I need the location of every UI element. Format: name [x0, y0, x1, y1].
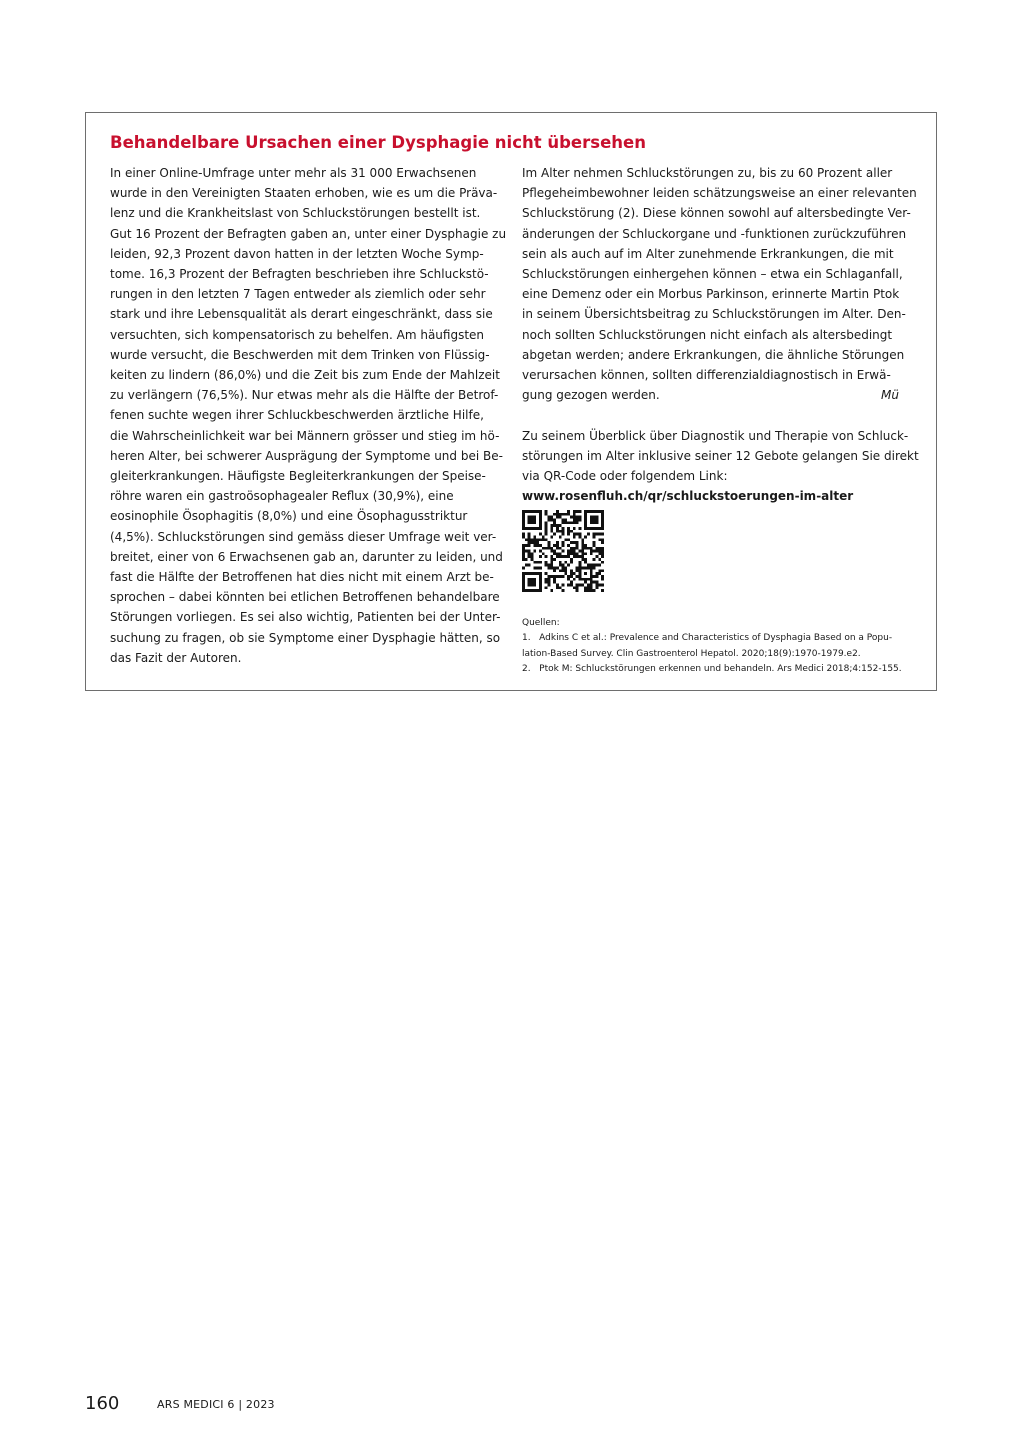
left-line: In einer Online-Umfrage unter mehr als 31 000 Erwachsenen — [110, 166, 477, 180]
left-line: (4,5%). Schluckstörungen sind gemäss dieser Umfrage weit ver- — [110, 529, 497, 544]
left-line: röhre waren ein gastroösophagealer Reflux (30,9%), eine — [110, 489, 454, 504]
page-number: 160 — [85, 1393, 120, 1414]
source-entry: 1. Adkins C et al.: Prevalence and Characteristics of Dysphagia Based on a Popu- — [522, 633, 893, 644]
left-line: fast die Hälfte der Betroffenen hat dies nicht mit einem Arzt be- — [110, 570, 494, 585]
source-entry: lation-Based Survey. Clin Gastroenterol Hepatol. 2020;18(9):1970-1979.e2. — [522, 648, 861, 659]
qr-intro-line: via QR-Code oder folgendem Link: — [522, 469, 728, 484]
left-line: breitet, einer von 6 Erwachsenen gab an, darunter zu leiden, und — [110, 549, 503, 564]
left-line: wurde in den Vereinigten Staaten erhoben, wie es um die Präva- — [110, 186, 498, 201]
paragraph-spacer — [522, 405, 917, 425]
left-line: wurde versucht, die Beschwerden mit dem Trinken von Flüssig- — [110, 347, 490, 362]
qr-code[interactable] — [522, 510, 604, 592]
article-title: Behandelbare Ursachen einer Dysphagie nicht übersehen — [110, 133, 646, 152]
right-line: abgetan werden; andere Erkrankungen, die ähnliche Störungen — [522, 347, 905, 362]
left-line: tome. 16,3 Prozent der Befragten beschrieben ihre Schluckstö- — [110, 267, 489, 282]
left-line: keiten zu lindern (86,0%) und die Zeit bis zum Ende der Mahlzeit — [110, 368, 500, 383]
qr-intro-line: störungen im Alter inklusive seiner 12 Gebote gelangen Sie direkt — [522, 448, 919, 463]
right-line: Im Alter nehmen Schluckstörungen zu, bis zu 60 Prozent aller — [522, 166, 893, 180]
right-line: Pflegeheimbewohner leiden schätzungsweise an einer relevanten — [522, 186, 917, 201]
left-column — [110, 163, 505, 668]
source-entry: 2. Ptok M: Schluckstörungen erkennen und behandeln. Ars Medici 2018;4:152-155. — [522, 664, 902, 675]
left-line: gleiterkrankungen. Häufigste Begleiterkrankungen der Speise- — [110, 469, 486, 484]
author-signature: Mü — [881, 388, 899, 403]
left-line: suchung zu fragen, ob sie Symptome einer Dysphagie hätten, so — [110, 630, 501, 645]
left-line: Störungen vorliegen. Es sei also wichtig, Patienten bei der Unter- — [110, 610, 501, 625]
left-line: leiden, 92,3 Prozent davon hatten in der letzten Woche Symp- — [110, 246, 484, 261]
left-line: lenz und die Krankheitslast von Schluckstörungen bestellt ist. — [110, 206, 481, 221]
right-line: eine Demenz oder ein Morbus Parkinson, erinnerte Martin Ptok — [522, 287, 900, 302]
left-line: die Wahrscheinlichkeit war bei Männern grösser und stieg im hö- — [110, 428, 500, 443]
right-line: Schluckstörungen einhergehen können – etwa ein Schlaganfall, — [522, 267, 903, 282]
left-line: heren Alter, bei schwerer Ausprägung der Symptome und bei Be- — [110, 448, 503, 463]
sources-block — [522, 616, 917, 678]
right-last-line — [522, 385, 917, 405]
right-line: verursachen können, sollten differenzialdiagnostisch in Erwä- — [522, 368, 891, 383]
left-line: eosinophile Ösophagitis (8,0%) und eine Ösophagusstriktur — [110, 509, 468, 524]
sources-label: Quellen: — [522, 618, 560, 628]
left-line: zu verlängern (76,5%). Nur etwas mehr als die Hälfte der Betrof- — [110, 388, 499, 403]
left-line: versuchten, sich kompensatorisch zu behelfen. Am häufigsten — [110, 327, 485, 342]
left-line: Gut 16 Prozent der Befragten gaben an, unter einer Dysphagie zu — [110, 226, 507, 241]
right-line: sein als auch auf im Alter zunehmende Erkrankungen, die mit — [522, 246, 894, 261]
right-line: änderungen der Schluckorgane und -funktionen zurückzuführen — [522, 226, 907, 241]
right-line-text: gung gezogen werden. — [522, 388, 660, 403]
left-line: fenen suchte wegen ihrer Schluckbeschwerden ärztliche Hilfe, — [110, 408, 484, 423]
right-line: Schluckstörung (2). Diese können sowohl auf altersbedingte Ver- — [522, 206, 911, 221]
right-column — [522, 163, 917, 506]
journal-issue: ARS MEDICI 6 | 2023 — [157, 1398, 275, 1411]
left-line: sprochen – dabei könnten bei etlichen Betroffenen behandelbare — [110, 590, 500, 605]
qr-intro-line: Zu seinem Überblick über Diagnostik und Therapie von Schluck- — [522, 428, 909, 443]
left-line: das Fazit der Autoren. — [110, 650, 242, 665]
article-link[interactable]: www.rosenfluh.ch/qr/schluckstoerungen-im-alter — [522, 489, 854, 504]
right-line: noch sollten Schluckstörungen nicht einfach als altersbedingt — [522, 327, 893, 342]
left-line: stark und ihre Lebensqualität als derart eingeschränkt, dass sie — [110, 307, 493, 322]
right-line: in seinem Übersichtsbeitrag zu Schluckstörungen im Alter. Den- — [522, 307, 906, 322]
left-line: rungen in den letzten 7 Tagen entweder als ziemlich oder sehr — [110, 287, 486, 302]
